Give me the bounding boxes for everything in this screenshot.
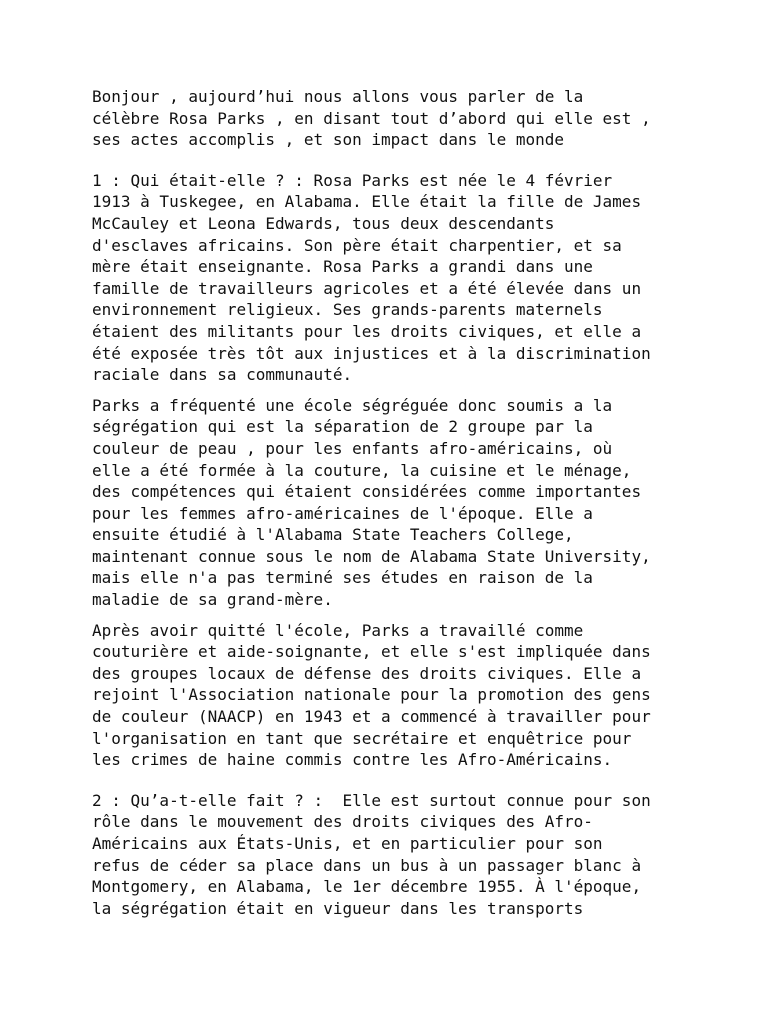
intro-paragraph [92,86,678,151]
text-line: maladie de sa grand-mère. [92,590,333,610]
paragraph-spacer [92,151,678,170]
text-line: ségrégation qui est la séparation de 2 groupe par la [92,417,593,437]
text-line: couleur de peau , pour les enfants afro-américains, où [92,438,613,458]
text-line: célèbre Rosa Parks , en disant tout d’abord qui elle est , [92,108,651,128]
text-line: couturière et aide-soignante, et elle s'est impliquée dans [92,642,651,662]
text-line: des groupes locaux de défense des droits civiques. Elle a [92,663,642,683]
text-line: Bonjour , aujourd’hui nous allons vous parler de la [92,87,584,106]
text-line: pour les femmes afro-américaines de l'époque. Elle a [92,503,593,523]
text-line: Américains aux États-Unis, et en particulier pour son [92,834,603,853]
text-line: famille de travailleurs agricoles et a été élevée dans un [92,278,642,298]
text-line: elle a été formée à la couture, la cuisine et le ménage, [92,460,632,480]
text-line: maintenant connue sous le nom de Alabama State University, [92,546,651,566]
section-2-heading-line: 2 : Qu’a-t-elle fait ? : Elle est surtout connue pour son [92,790,651,810]
section-2-paragraph-1 [92,790,678,920]
paragraph-spacer [92,611,678,620]
text-line: Montgomery, en Alabama, le 1er décembre 1955. À l'époque, [92,877,642,897]
section-1-paragraph-1 [92,170,678,386]
text-line: environnement religieux. Ses grands-parents maternels [92,300,603,320]
text-line: 1913 à Tuskegee, en Alabama. Elle était la fille de James [92,192,642,212]
section-1-paragraph-3 [92,620,678,771]
text-line: la ségrégation était en vigueur dans les transports [92,898,584,918]
text-line: refus de céder sa place dans un bus à un passager blanc à [92,855,642,875]
paragraph-spacer [92,771,678,790]
text-line: ensuite étudié à l'Alabama State Teachers College, [92,525,574,545]
text-line: raciale dans sa communauté. [92,365,353,385]
text-line: les crimes de haine commis contre les Afro-Américains. [92,750,613,770]
text-line: Après avoir quitté l'école, Parks a travaillé comme [92,620,584,640]
text-line: rôle dans le mouvement des droits civiques des Afro- [92,812,593,832]
text-line: McCauley et Leona Edwards, tous deux descendants [92,213,555,233]
section-1-heading-line: 1 : Qui était-elle ? : Rosa Parks est née le 4 février [92,170,613,190]
document-body [92,86,678,919]
text-line: mère était enseignante. Rosa Parks a grandi dans une [92,257,593,277]
text-line: étaient des militants pour les droits civiques, et elle a [92,321,642,341]
text-line: de couleur (NAACP) en 1943 et a commencé à travailler pour [92,707,651,727]
paragraph-spacer [92,386,678,395]
text-line: Parks a fréquenté une école ségréguée donc soumis a la [92,395,613,415]
text-line: l'organisation en tant que secrétaire et enquêtrice pour [92,728,632,748]
text-line: mais elle n'a pas terminé ses études en raison de la [92,568,593,588]
text-line: d'esclaves africains. Son père était charpentier, et sa [92,235,622,255]
section-1-paragraph-2 [92,395,678,611]
text-line: rejoint l'Association nationale pour la promotion des gens [92,685,651,705]
text-line: été exposée très tôt aux injustices et à la discrimination [92,343,651,363]
text-line: des compétences qui étaient considérées comme importantes [92,482,642,502]
text-line: ses actes accomplis , et son impact dans le monde [92,130,565,150]
